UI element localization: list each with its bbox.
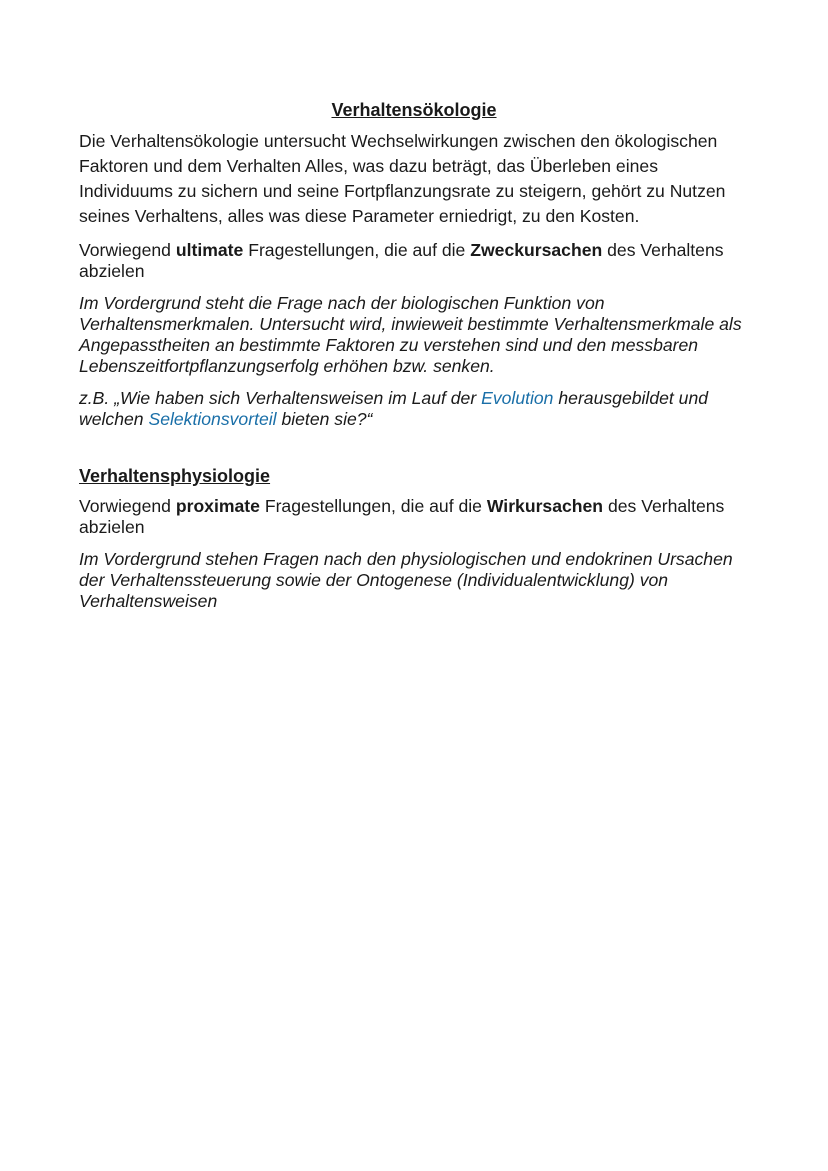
ultimate-paragraph	[79, 240, 749, 282]
ultimate-text-2: Fragestellungen, die auf die	[243, 240, 471, 260]
example-text-3: bieten sie?“	[276, 409, 373, 429]
proximate-detail-paragraph: Im Vordergrund stehen Fragen nach den physiologischen und endokrinen Ursachen der Verhaltenssteuerung sowie der Ontogenese (Individualentwicklung) von Verhaltensweisen	[79, 549, 733, 611]
ultimate-text-3: des Verhaltens abzielen	[79, 240, 724, 281]
section-heading-verhaltensphysiologie: Verhaltensphysiologie	[79, 466, 271, 486]
example-text-2: herausgebildet und welchen	[79, 388, 709, 429]
selektionsvorteil-link[interactable]: Selektionsvorteil	[148, 409, 277, 429]
example-paragraph	[79, 388, 749, 430]
proximate-text-3: des Verhaltens abzielen	[79, 496, 725, 537]
example-text-1: z.B. „Wie haben sich Verhaltensweisen im Lauf der	[79, 388, 482, 408]
proximate-text-2: Fragestellungen, die auf die	[259, 496, 487, 516]
evolution-link[interactable]: Evolution	[481, 388, 554, 408]
page-title: Verhaltensökologie	[331, 100, 497, 120]
intro-paragraph: Die Verhaltensökologie untersucht Wechselwirkungen zwischen den ökologischen Faktoren und dem Verhalten Alles, was dazu beträgt, das Überleben eines Individuums zu sichern und seine Fortpflanzungsrate zu steigern, gehört zu Nutzen seines Verhaltens, alles was diese Parameter erniedrigt, zu den Kosten.	[79, 131, 726, 226]
ultimate-cause-term: Zweckursachen	[470, 240, 603, 260]
proximate-term: proximate	[175, 496, 260, 516]
ultimate-detail-paragraph: Im Vordergrund steht die Frage nach der biologischen Funktion von Verhaltensmerkmalen. Untersucht wird, inwieweit bestimmte Verhaltensmerkmale als Angepasstheiten an bestimmte Faktoren zu verstehen sind und den messbaren Lebenszeitfortpflanzungserfolg erhöhen bzw. senken.	[79, 293, 742, 376]
proximate-paragraph	[79, 496, 749, 538]
proximate-cause-term: Wirkursachen	[486, 496, 604, 516]
proximate-text-1: Vorwiegend	[79, 496, 176, 516]
document-content	[79, 98, 749, 623]
ultimate-text-1: Vorwiegend	[79, 240, 176, 260]
ultimate-term: ultimate	[175, 240, 244, 260]
